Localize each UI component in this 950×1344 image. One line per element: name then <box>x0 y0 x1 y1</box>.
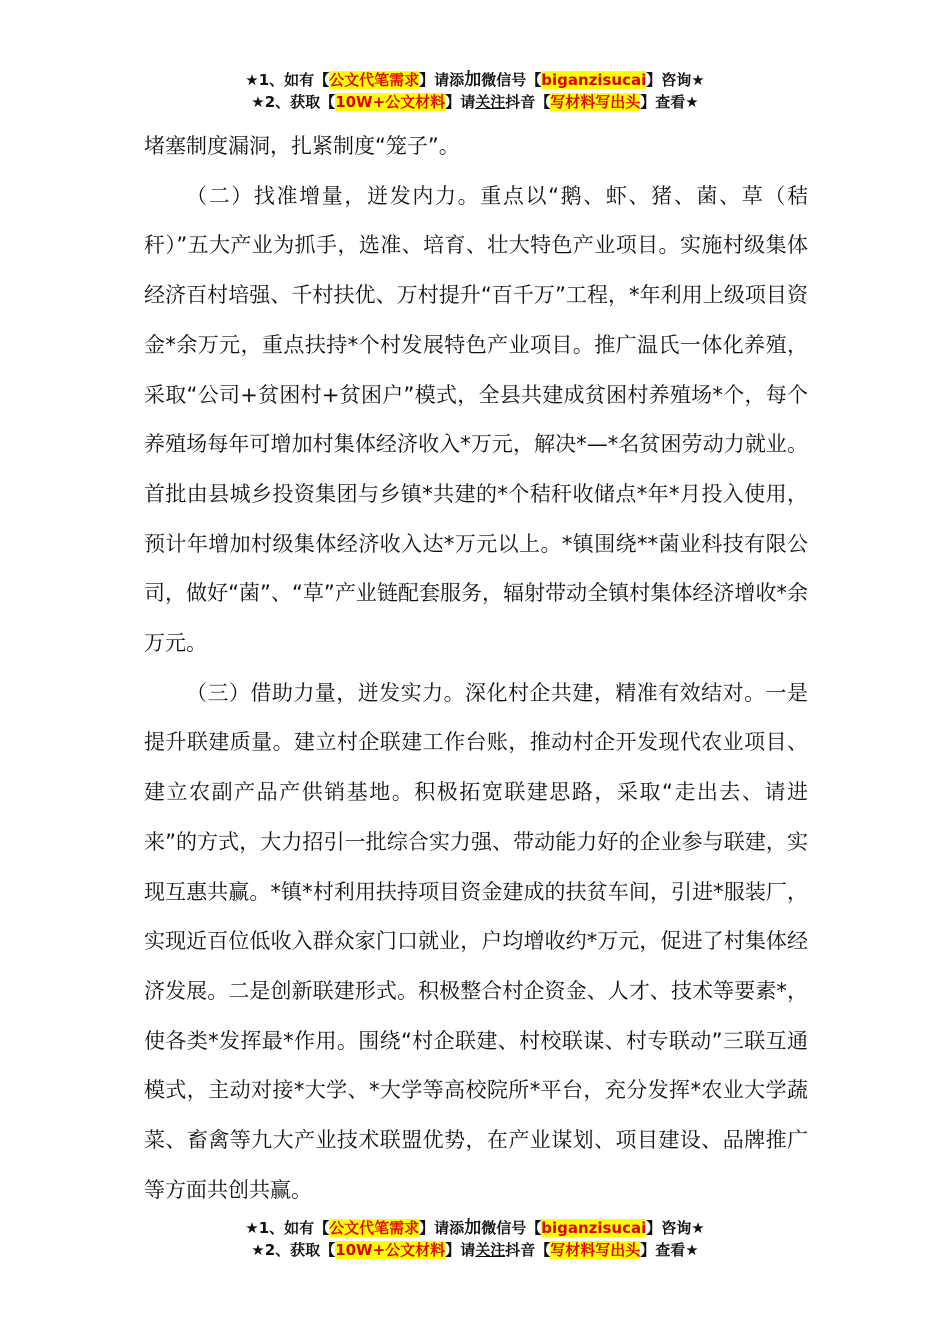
banner-text: 】请添 <box>419 1219 465 1237</box>
banner-text: 】请 <box>445 1241 476 1259</box>
banner-text: ★1、如有【 <box>245 1219 330 1237</box>
banner-text: 】咨询★ <box>646 71 705 89</box>
banner-text: 加 <box>464 1218 482 1238</box>
banner-text: 微信号【 <box>481 1219 542 1237</box>
header-banner <box>0 69 950 113</box>
highlight-service: 公文代笔需求 <box>329 71 420 89</box>
document-body <box>144 122 808 1215</box>
footer-banner <box>0 1217 950 1261</box>
banner-text: 关注 <box>475 93 506 111</box>
banner-line-1 <box>0 69 950 91</box>
banner-text: ★2、获取【 <box>251 1241 336 1259</box>
banner-text: 关注 <box>475 1241 506 1259</box>
banner-text: 加 <box>464 70 482 90</box>
paragraph: 堵塞制度漏洞，扎紧制度“笼子”。 <box>144 134 460 158</box>
highlight-wechat-id: biganzisucai <box>541 71 647 89</box>
banner-text: ★1、如有【 <box>245 71 330 89</box>
banner-text: 】请添 <box>419 71 465 89</box>
banner-text: 】查看★ <box>640 1241 699 1259</box>
paragraph: （三）借助力量，迸发实力。深化村企共建，精准有效结对。一是提升联建质量。建立村企联建工作台账，推动村企开发现代农业项目、建立农副产品产供销基地。积极拓宽联建思路，采取“走出去、请进来”的方式，大力招引一批综合实力强、带动能力好的企业参与联建，实现互惠共赢。*镇*村利用扶持项目资金建成的扶贫车间，引进*服装厂，实现近百位低收入群众家门口就业，户均增收约*万元，促进了村集体经济发展。二是创新联建形式。积极整合村企资金、人才、技术等要素*，使各类*发挥最*作用。围绕“村企联建、村校联谋、村专联动”三联互通模式，主动对接*大学、*大学等高校院所*平台，充分发挥*农业大学蔬菜、畜禽等九大产业技术联盟优势，在产业谋划、项目建设、品牌推广等方面共创共赢。 <box>144 680 808 1202</box>
banner-line-2 <box>0 1239 950 1261</box>
paragraph: （二）找准增量，迸发内力。重点以“鹅、虾、猪、菌、草（秸秆）”五大产业为抓手，选准、培育、壮大特色产业项目。实施村级集体经济百村培强、千村扶优、万村提升“百千万”工程，*年利用上级项目资金*余万元，重点扶持*个村发展特色产业项目。推广温氏一体化养殖，采取“公司+贫困村+贫困户”模式，全县共建成贫困村养殖场*个，每个养殖场每年可增加村集体经济收入*万元，解决*—*名贫困劳动力就业。首批由县城乡投资集团与乡镇*共建的*个秸秆收储点*年*月投入使用，预计年增加村级集体经济收入达*万元以上。*镇围绕**菌业科技有限公司，做好“菌”、“草”产业链配套服务，辐射带动全镇村集体经济增收*余万元。 <box>144 183 808 656</box>
banner-text: 】请 <box>445 93 476 111</box>
banner-text: 抖音【 <box>505 93 551 111</box>
banner-text: 微信号【 <box>481 71 542 89</box>
highlight-douyin-id: 写材料写出头 <box>550 1241 641 1259</box>
highlight-service: 公文代笔需求 <box>329 1219 420 1237</box>
highlight-materials: 10W+公文材料 <box>335 1241 446 1259</box>
banner-line-2 <box>0 91 950 113</box>
highlight-materials: 10W+公文材料 <box>335 93 446 111</box>
banner-line-1 <box>0 1217 950 1239</box>
highlight-douyin-id: 写材料写出头 <box>550 93 641 111</box>
banner-text: 抖音【 <box>505 1241 551 1259</box>
banner-text: ★2、获取【 <box>251 93 336 111</box>
banner-text: 】查看★ <box>640 93 699 111</box>
highlight-wechat-id: biganzisucai <box>541 1219 647 1237</box>
banner-text: 】咨询★ <box>646 1219 705 1237</box>
